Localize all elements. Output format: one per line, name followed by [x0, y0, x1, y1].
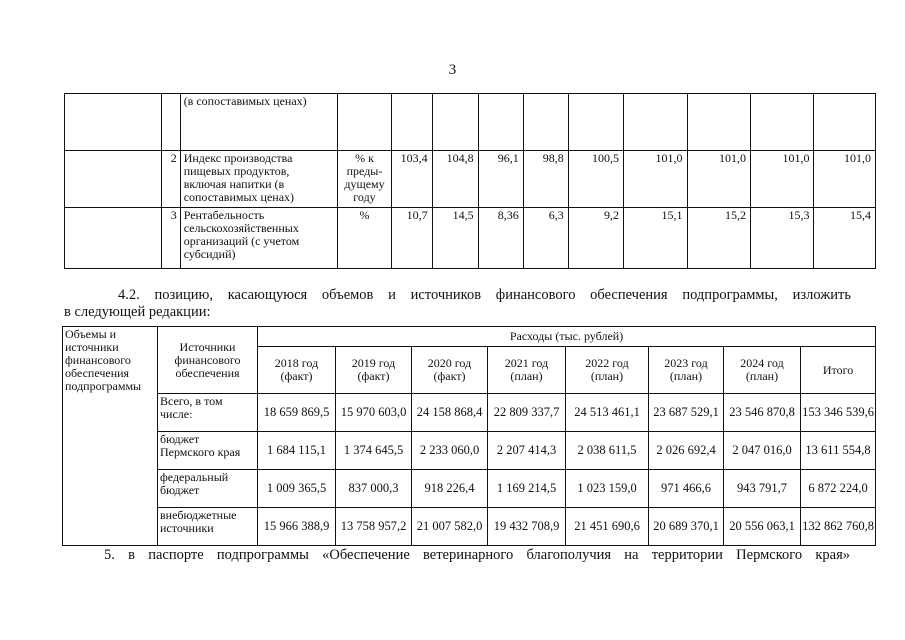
year-header: 2024 год (план)	[724, 347, 801, 394]
indicator-name: Рентабельность сельскохозяйственных организаций (с учетом субсидий)	[180, 208, 338, 269]
expense-value: 1 023 159,0	[566, 470, 649, 508]
paragraph-4-2: 4.2. позицию, касающуюся объемов и источников финансового обеспечения подпрограммы, изложить	[118, 287, 851, 303]
row-number: 2	[162, 151, 180, 208]
year-header: 2023 год (план)	[649, 347, 724, 394]
indicator-value: 15,3	[750, 208, 813, 269]
expense-value: 19 432 708,9	[488, 508, 566, 546]
indicator-value: 104,8	[432, 151, 478, 208]
indicator-value	[478, 94, 523, 151]
indicator-value	[568, 94, 623, 151]
indicator-value: 8,36	[478, 208, 523, 269]
indicator-unit: %	[338, 208, 391, 269]
expense-total: 132 862 760,8	[801, 508, 876, 546]
table-row	[65, 94, 876, 151]
expense-value: 21 451 690,6	[566, 508, 649, 546]
indicator-value	[624, 94, 687, 151]
page-number: 3	[448, 62, 457, 78]
position-label: Объемы и источники финансового обеспечения подпрограммы	[63, 327, 158, 546]
expense-value: 2 026 692,4	[649, 432, 724, 470]
expense-value: 20 689 370,1	[649, 508, 724, 546]
indicator-value: 10,7	[391, 208, 432, 269]
expenses-header: Расходы (тыс. рублей)	[258, 327, 876, 347]
indicator-value: 100,5	[568, 151, 623, 208]
expense-value: 1 169 214,5	[488, 470, 566, 508]
expense-value: 23 546 870,8	[724, 394, 801, 432]
expense-value: 22 809 337,7	[488, 394, 566, 432]
sources-header: Источники финансового обеспечения	[158, 327, 258, 394]
indicator-value	[687, 94, 750, 151]
expense-value: 971 466,6	[649, 470, 724, 508]
expense-value: 2 207 414,3	[488, 432, 566, 470]
expense-value: 943 791,7	[724, 470, 801, 508]
expense-value: 23 687 529,1	[649, 394, 724, 432]
year-header: 2019 год (факт)	[336, 347, 412, 394]
expense-value: 15 966 388,9	[258, 508, 336, 546]
year-header: 2022 год (план)	[566, 347, 649, 394]
indicator-value: 101,0	[814, 151, 876, 208]
expense-value: 1 009 365,5	[258, 470, 336, 508]
indicator-value: 103,4	[391, 151, 432, 208]
table-row	[65, 151, 876, 208]
total-header: Итого	[801, 347, 876, 394]
source-name: внебюджетные источники	[158, 508, 258, 546]
expense-value: 18 659 869,5	[258, 394, 336, 432]
indicator-value: 15,4	[814, 208, 876, 269]
paragraph-5: 5. в паспорте подпрограммы «Обеспечение ветеринарного благополучия на территории Пермского края»	[104, 547, 850, 563]
table-row	[65, 208, 876, 269]
source-name: Всего, в том числе:	[158, 394, 258, 432]
indicator-value: 96,1	[478, 151, 523, 208]
paragraph-4-2-continuation: в следующей редакции:	[64, 304, 211, 320]
indicator-value	[432, 94, 478, 151]
year-header: 2018 год (факт)	[258, 347, 336, 394]
expense-value: 15 970 603,0	[336, 394, 412, 432]
expense-total: 153 346 539,6	[801, 394, 876, 432]
expense-value: 21 007 582,0	[412, 508, 488, 546]
indicator-value: 98,8	[523, 151, 568, 208]
expense-total: 13 611 554,8	[801, 432, 876, 470]
indicator-value	[750, 94, 813, 151]
expense-value: 918 226,4	[412, 470, 488, 508]
indicator-value: 101,0	[687, 151, 750, 208]
source-name: федеральный бюджет	[158, 470, 258, 508]
year-header: 2021 год (план)	[488, 347, 566, 394]
indicator-value	[391, 94, 432, 151]
source-name: бюджет Пермского края	[158, 432, 258, 470]
year-header: 2020 год (факт)	[412, 347, 488, 394]
table-row	[63, 470, 876, 508]
expense-value: 24 513 461,1	[566, 394, 649, 432]
table-row	[63, 508, 876, 546]
indicator-value	[814, 94, 876, 151]
indicator-value: 101,0	[750, 151, 813, 208]
expense-value: 24 158 868,4	[412, 394, 488, 432]
indicator-value: 14,5	[432, 208, 478, 269]
expense-value: 1 684 115,1	[258, 432, 336, 470]
expense-value: 837 000,3	[336, 470, 412, 508]
row-number	[162, 94, 180, 151]
indicator-value: 101,0	[624, 151, 687, 208]
expense-value: 2 047 016,0	[724, 432, 801, 470]
indicator-value: 6,3	[523, 208, 568, 269]
row-number: 3	[162, 208, 180, 269]
indicator-value: 9,2	[568, 208, 623, 269]
indicator-name: (в сопоставимых ценах)	[180, 94, 338, 151]
table-header-row	[63, 327, 876, 347]
expense-value: 2 233 060,0	[412, 432, 488, 470]
indicators-table	[64, 93, 876, 269]
indicator-unit: % к преды-дущему году	[338, 151, 391, 208]
table-row	[63, 394, 876, 432]
indicator-value	[523, 94, 568, 151]
finance-table	[62, 326, 876, 546]
table-row	[63, 432, 876, 470]
indicator-value: 15,2	[687, 208, 750, 269]
indicator-unit	[338, 94, 391, 151]
indicator-name: Индекс производства пищевых продуктов, включая напитки (в сопоставимых ценах)	[180, 151, 338, 208]
expense-value: 2 038 611,5	[566, 432, 649, 470]
expense-total: 6 872 224,0	[801, 470, 876, 508]
indicator-value: 15,1	[624, 208, 687, 269]
expense-value: 13 758 957,2	[336, 508, 412, 546]
expense-value: 1 374 645,5	[336, 432, 412, 470]
expense-value: 20 556 063,1	[724, 508, 801, 546]
